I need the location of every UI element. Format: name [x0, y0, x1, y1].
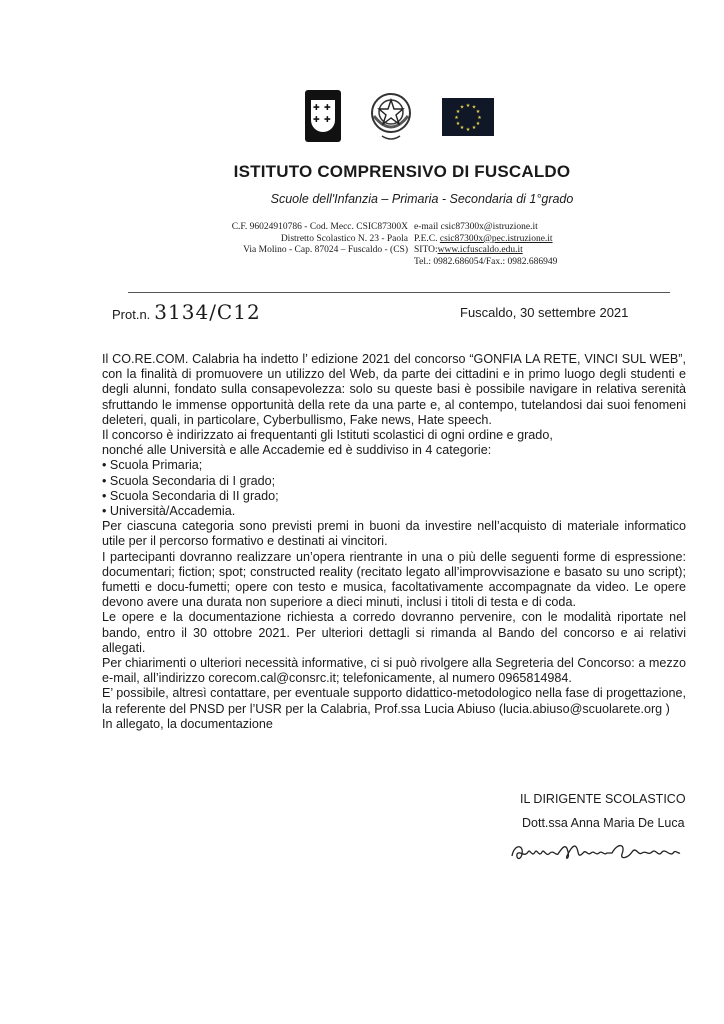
- svg-text:★: ★: [459, 104, 465, 111]
- handwritten-signature: [508, 836, 684, 868]
- categories-list: [102, 458, 686, 519]
- svg-text:★: ★: [477, 115, 482, 121]
- paragraph-categories-intro: nonché alle Università e alle Accademie ed è suddiviso in 4 categorie:: [102, 443, 492, 458]
- tel-line: Tel.: 0982.686054/Fax.: 0982.686949: [414, 256, 558, 267]
- paragraph-deadline: Le opere e la documentazione richiesta a corredo dovranno pervenire, con le modalità riportate nel bando, entro il 30 ottobre 2021. Per ulteriori dettagli si rimanda al Bando del concorso e ai relativi allegati.: [102, 610, 686, 655]
- site-line: [414, 245, 594, 257]
- protocol-label: Prot.n.: [112, 307, 151, 322]
- header-divider: [128, 292, 670, 293]
- pec-line: [414, 234, 594, 246]
- document-date: Fuscaldo, 30 settembre 2021: [460, 305, 629, 320]
- svg-text:★: ★: [471, 104, 477, 111]
- fiscal-code-line: C.F. 96024910786 - Cod. Mecc. CSIC87300X: [231, 222, 408, 232]
- svg-text:★: ★: [459, 125, 465, 131]
- paragraph-prizes: Per ciascuna categoria sono previsti premi in buoni da investire nell’acquisto di materiale informatico utile per il percorso formativo e destinati ai vincitori.: [102, 519, 686, 549]
- svg-text:★: ★: [465, 103, 471, 109]
- italian-republic-emblem-icon: [368, 88, 414, 144]
- paragraph-works: I partecipanti dovranno realizzare un’opera rientrante in una o più delle seguenti forme di espressione: documentari; fiction; spot; constructed reality (recitato legato all’improvvisazione e basato su uno script); fumetti e docu-fumetti; opere con testo e musica, facoltativamente accompagnate da video. Le opere devono avere una durata non superiore a dieci minuti, inclusi i titoli di testa e di coda.: [102, 549, 686, 610]
- svg-text:★: ★: [455, 109, 461, 115]
- eu-flag-icon: [442, 98, 494, 136]
- signature-title: IL DIRIGENTE SCOLASTICO: [520, 792, 686, 806]
- address-line: Via Molino - Cap. 87024 – Fuscaldo - (CS): [243, 245, 408, 255]
- svg-text:★: ★: [475, 121, 481, 127]
- pec-link[interactable]: csic87300x@pec.istruzione.it: [439, 233, 553, 244]
- regione-calabria-logo: [305, 90, 341, 142]
- pec-label: P.E.C.: [414, 233, 440, 244]
- paragraph-support: E’ possibile, altresì contattare, per eventuale supporto didattico-metodologico nella fase di progettazione, la referente del PNSD per l’USR per la Calabria, Prof.ssa Lucia Abiuso (lucia.abiuso@scuolarete.org ): [102, 686, 686, 716]
- site-label: SITO:: [414, 245, 438, 255]
- paragraph-intro: Il CO.RE.COM. Calabria ha indetto l’ edizione 2021 del concorso “GONFIA LA RETE, VINCI SUL WEB”, con la finalità di promuovere un utilizzo del Web, da parte dei cittadini e in primo luogo degli studenti e degli alunni, fondato sulla consapevolezza: solo su queste basi è possibile navigare in relativa serenità sfruttando le immense opportunità della rete da una parte e, al contempo, tutelandosi dai suoi fenomeni deleteri, quali, in particolare, Cyberbullismo, Fake news, Hate speech.: [102, 352, 686, 427]
- svg-text:★: ★: [475, 109, 481, 115]
- protocol-number: 3134/C12: [154, 300, 261, 324]
- paragraph-target: Il concorso è indirizzato ai frequentanti gli Istituti scolastici di ogni ordine e grado,: [102, 428, 553, 443]
- protocol: [112, 300, 261, 324]
- school-info-left: [218, 222, 408, 257]
- school-info-right: [414, 222, 594, 268]
- svg-text:★: ★: [471, 125, 477, 131]
- site-link[interactable]: www.icfuscaldo.edu.it: [437, 245, 523, 255]
- list-item: • Scuola Secondaria di I grado;: [102, 474, 686, 489]
- paragraph-attachment: In allegato, la documentazione: [102, 716, 273, 731]
- letter-body: [102, 352, 686, 732]
- calabria-shield-icon: ✚ ✚ ✚ ✚: [311, 100, 335, 132]
- school-name: ISTITUTO COMPRENSIVO DI FUSCALDO: [233, 162, 571, 181]
- list-item: • Scuola Primaria;: [102, 458, 686, 473]
- email-line: e-mail csic87300x@istruzione.it: [414, 222, 538, 232]
- paragraph-contacts: Per chiarimenti o ulteriori necessità informative, ci si può rivolgere alla Segreteria del Concorso: a mezzo e-mail, all’indirizzo corecom.cal@consrc.it; telefonicamente, al numero 0965814984.: [102, 656, 686, 686]
- svg-text:★: ★: [454, 115, 459, 121]
- list-item: • Scuola Secondaria di II grado;: [102, 489, 686, 504]
- school-subtitle: Scuole dell'Infanzia – Primaria - Secondaria di 1°grado: [270, 192, 574, 206]
- list-item: • Università/Accademia.: [102, 504, 686, 519]
- signature-name: Dott.ssa Anna Maria De Luca: [522, 816, 685, 830]
- district-line: Distretto Scolastico N. 23 - Paola: [280, 233, 408, 244]
- svg-text:★: ★: [465, 127, 471, 133]
- svg-text:★: ★: [455, 121, 461, 127]
